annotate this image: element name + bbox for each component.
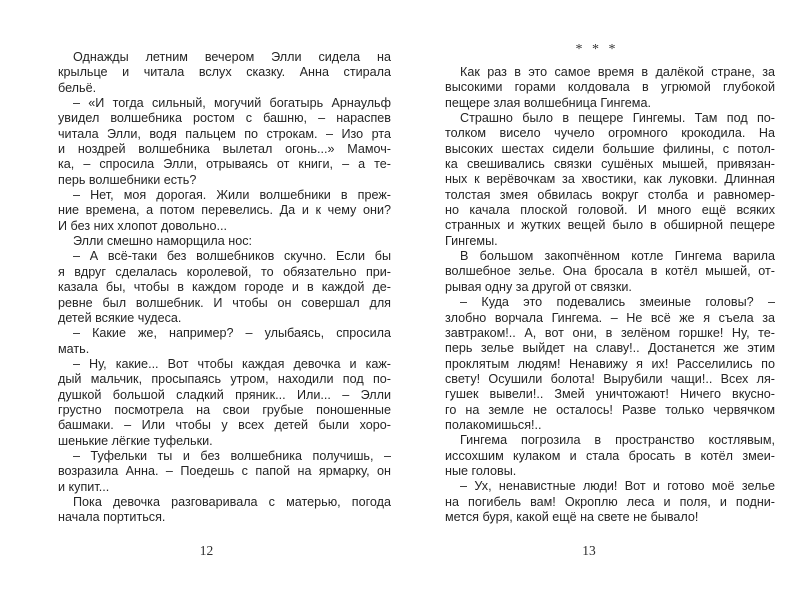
text-line: свету! Осушили болота! Вырубили чащи!.. Всех ля- <box>445 371 775 386</box>
text-line: высоких шестах сидели большие филины, с потол- <box>445 141 775 156</box>
text-line: иссохшим кулаком и стала бросать в котёл змеи- <box>445 448 775 463</box>
paragraph <box>58 357 391 449</box>
text-line: я вдруг сделалась королевой, то обязательно при- <box>58 264 391 279</box>
right-page-text <box>445 65 775 525</box>
left-page-text <box>58 50 391 526</box>
text-line: бельё. <box>58 80 97 95</box>
text-line: мется буря, какой ещё на свете не бывало! <box>445 509 699 524</box>
text-line: В большом закопчённом котле Гингема варила <box>460 249 775 264</box>
paragraph <box>445 249 775 295</box>
text-line: возразила Анна. – Поедешь с папой на ярмарку, он <box>58 464 391 479</box>
text-line: ка свешивались связки сушёных мышей, привязан- <box>445 157 775 172</box>
text-line: грустно посмотрела на свои грубые поношенные <box>58 402 391 417</box>
text-line: – Нет, моя дорогая. Жили волшебники в преж- <box>73 188 391 203</box>
text-line: мать. <box>58 341 90 356</box>
text-line: Страшно было в пещере Гингемы. Там под по- <box>460 111 775 126</box>
text-line: И без них хлопот довольно... <box>58 218 228 233</box>
text-line: Пока девочка разговаривала с матерью, погода <box>73 494 391 509</box>
text-line: Гингемы. <box>445 233 498 248</box>
text-line: крыльце и читала вслух сказку. Анна стирала <box>58 65 391 80</box>
text-line: на погибель вам! Окроплю леса и поля, и подни- <box>445 494 775 509</box>
paragraph <box>58 96 391 188</box>
text-line: Как раз в это самое время в далёкой стране, за <box>460 65 775 79</box>
text-line: го на земле не осталось! Разве только червячком <box>445 402 775 417</box>
text-line: – Куда это подевались змеиные головы? – <box>460 295 775 310</box>
text-line: и ноздрей волшебника вылетал огонь...» Мамоч- <box>58 142 391 157</box>
text-line: читала Элли, водя пальцем по строкам. – Изо рта <box>58 126 391 141</box>
text-line: – А всё-таки без волшебников скучно. Если бы <box>73 249 391 264</box>
text-line: волшебное зелье. Она бросала в котёл мышей, от- <box>445 264 775 279</box>
text-line: ных к верёвочкам за хвостики, как луковки. Длинная <box>445 172 775 187</box>
text-line: толстая змея обвилась вокруг столба и равномер- <box>445 187 775 202</box>
text-line: полакомишься!.. <box>445 417 542 432</box>
text-line: душкой большой сладкий пряник... Или... – Элли <box>58 387 391 402</box>
text-line: ные головы. <box>445 463 517 478</box>
text-line: детей всякие чудеса. <box>58 310 182 325</box>
text-line: – «И тогда сильный, могучий богатырь Арнаульф <box>73 96 391 111</box>
text-line: толком висело чучело огромного крокодила. На <box>445 126 775 141</box>
paragraph <box>58 50 391 96</box>
text-line: – Ну, какие... Вот чтобы каждая девочка и каж- <box>73 356 391 371</box>
paragraph <box>58 234 391 249</box>
text-line: дый мальчик, просыпаясь утром, находили под по- <box>58 372 391 387</box>
text-line: перь волшебники есть? <box>58 172 197 187</box>
right-page-number: 13 <box>582 543 596 558</box>
text-line: рывая одну за другой от связки. <box>445 279 632 294</box>
text-line: Элли смешно наморщила нос: <box>73 234 253 249</box>
paragraph <box>58 188 391 234</box>
text-line: злобно ворчала Гингема. – Не всё же я съела за <box>445 310 775 325</box>
text-line: шенькие лёгкие туфельки. <box>58 433 213 448</box>
text-line: но качала плоской головой. И много ещё всяких <box>445 203 775 218</box>
paragraph <box>445 295 775 433</box>
text-line: ревне был волшебник. И чтобы он совершал для <box>58 295 391 310</box>
text-line: казала бы, чтобы в каждом городе и в каждой де- <box>58 280 391 295</box>
text-line: завтраком!.. А, вот они, в зелёном горшке! Ну, те- <box>445 325 775 340</box>
text-line: пещере злая волшебница Гингема. <box>445 95 651 110</box>
text-line: башмаки. – Или чтобы у всех детей были хоро- <box>58 418 391 433</box>
text-line: увидел волшебника ростом с башню, – нараспев <box>58 111 391 126</box>
text-line: – Туфельки ты и без волшебника получишь, – <box>73 448 391 463</box>
text-line: перь зелье выйдет на славу!.. Достанется же этим <box>445 341 775 356</box>
section-separator: * * * <box>575 42 619 57</box>
text-line: ка, – спросила Элли, отрываясь от книги, – а те- <box>58 157 391 172</box>
text-line: Гингема погрозила в пространство костлявым, <box>460 433 775 448</box>
paragraph <box>58 326 391 357</box>
text-line: – Ух, ненавистные люди! Вот и готово моё зелье <box>460 479 775 494</box>
paragraph <box>445 65 775 111</box>
paragraph <box>445 111 775 249</box>
text-line: ние времена, а потом перевелись. Да и к чему они? <box>58 203 391 218</box>
paragraph <box>58 249 391 326</box>
text-line: гушек вывели!.. Змей уничтожают! Ничего вкусно- <box>445 387 775 402</box>
text-line: проклятым людям! Ненавижу я их! Расселились по <box>445 356 775 371</box>
paragraph <box>445 433 775 479</box>
text-line: высокими горами колдовала в угрюмой глубокой <box>445 80 775 95</box>
text-line: начала портиться. <box>58 510 166 525</box>
text-line: Однажды летним вечером Элли сидела на <box>73 50 391 64</box>
text-line: странных и жутких вещей было в обширной пещере <box>445 218 775 233</box>
text-line: и купит... <box>58 479 110 494</box>
text-line: – Какие же, например? – улыбаясь, спросила <box>73 326 391 341</box>
paragraph <box>58 495 391 526</box>
paragraph <box>445 479 775 525</box>
left-page-number: 12 <box>199 543 214 558</box>
paragraph <box>58 449 391 495</box>
